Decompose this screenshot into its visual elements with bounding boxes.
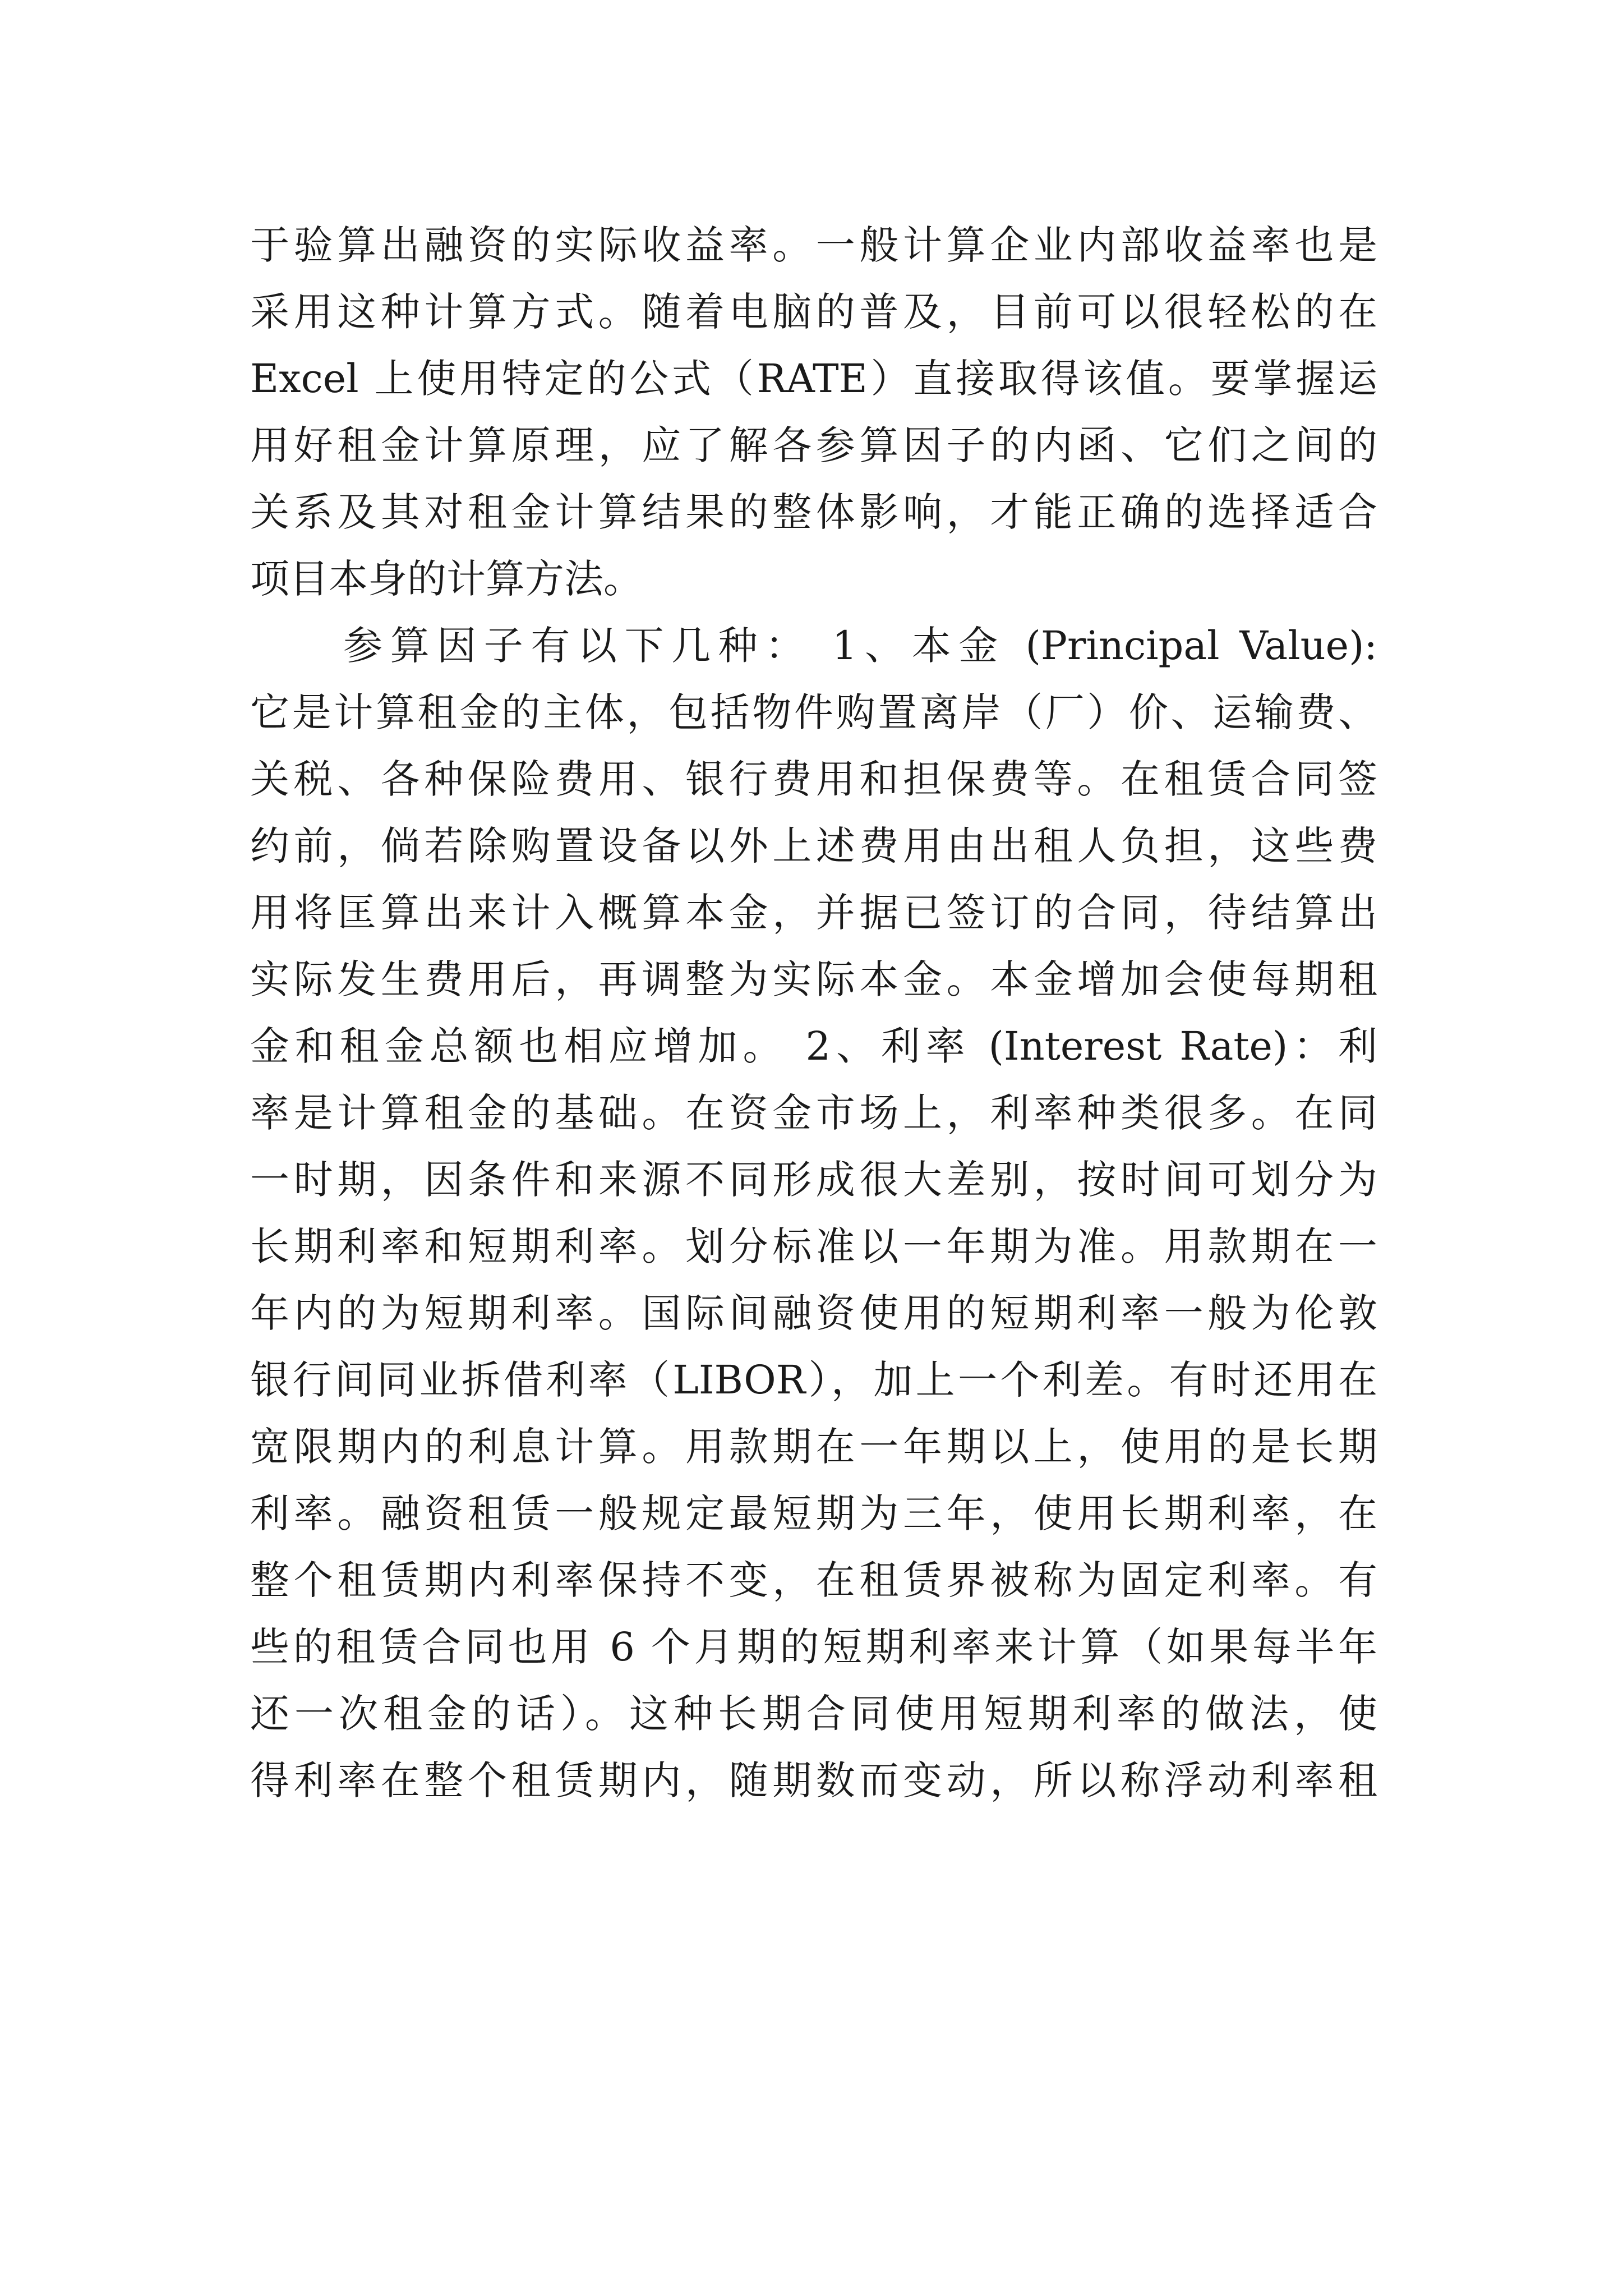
text-line: 还一次租金的话）。这种长期合同使用短期利率的做法，使 xyxy=(250,1691,1377,1737)
text-line: 采用这种计算方式。随着电脑的普及，目前可以很轻松的在 xyxy=(250,289,1377,335)
text-line: 关税、各种保险费用、银行费用和担保费等。在租赁合同签 xyxy=(250,756,1377,802)
text-line: 长期利率和短期利率。划分标准以一年期为准。用款期在一 xyxy=(250,1223,1377,1269)
text-line: 用好租金计算原理，应了解各参算因子的内函、它们之间的 xyxy=(250,422,1377,468)
text-line: 得利率在整个租赁期内，随期数而变动，所以称浮动利率租 xyxy=(250,1757,1377,1803)
text-line: 年内的为短期利率。国际间融资使用的短期利率一般为伦敦 xyxy=(250,1290,1377,1336)
text-line: 率是计算租金的基础。在资金市场上，利率种类很多。在同 xyxy=(250,1090,1377,1136)
text-line: 约前，倘若除购置设备以外上述费用由出租人负担，这些费 xyxy=(250,823,1377,869)
text-line: 银行间同业拆借利率（LIBOR），加上一个利差。有时还用在 xyxy=(250,1357,1377,1403)
text-line: 整个租赁期内利率保持不变，在租赁界被称为固定利率。有 xyxy=(250,1557,1377,1603)
text-line: 参算因子有以下几种： 1、本金 (Principal Value): xyxy=(343,623,1377,669)
text-line: 金和租金总额也相应增加。 2、利率 (Interest Rate)：利 xyxy=(250,1023,1377,1069)
text-line: 它是计算租金的主体，包括物件购置离岸（厂）价、运输费、 xyxy=(250,689,1377,735)
text-line: 于验算出融资的实际收益率。一般计算企业内部收益率也是 xyxy=(250,222,1377,268)
text-line: 宽限期内的利息计算。用款期在一年期以上，使用的是长期 xyxy=(250,1424,1377,1470)
text-line: 用将匡算出来计入概算本金，并据已签订的合同，待结算出 xyxy=(250,890,1377,936)
text-line: 实际发生费用后，再调整为实际本金。本金增加会使每期租 xyxy=(250,956,1377,1002)
text-line: 一时期，因条件和来源不同形成很大差别，按时间可划分为 xyxy=(250,1157,1377,1203)
text-line: 些的租赁合同也用 6 个月期的短期利率来计算（如果每半年 xyxy=(250,1624,1377,1670)
text-line: Excel 上使用特定的公式（RATE）直接取得该值。要掌握运 xyxy=(250,356,1377,402)
text-line: 项目本身的计算方法。 xyxy=(250,556,643,602)
text-line: 关系及其对租金计算结果的整体影响，才能正确的选择适合 xyxy=(250,489,1377,535)
text-line: 利率。融资租赁一般规定最短期为三年，使用长期利率，在 xyxy=(250,1490,1377,1536)
body-text xyxy=(250,212,1377,1814)
